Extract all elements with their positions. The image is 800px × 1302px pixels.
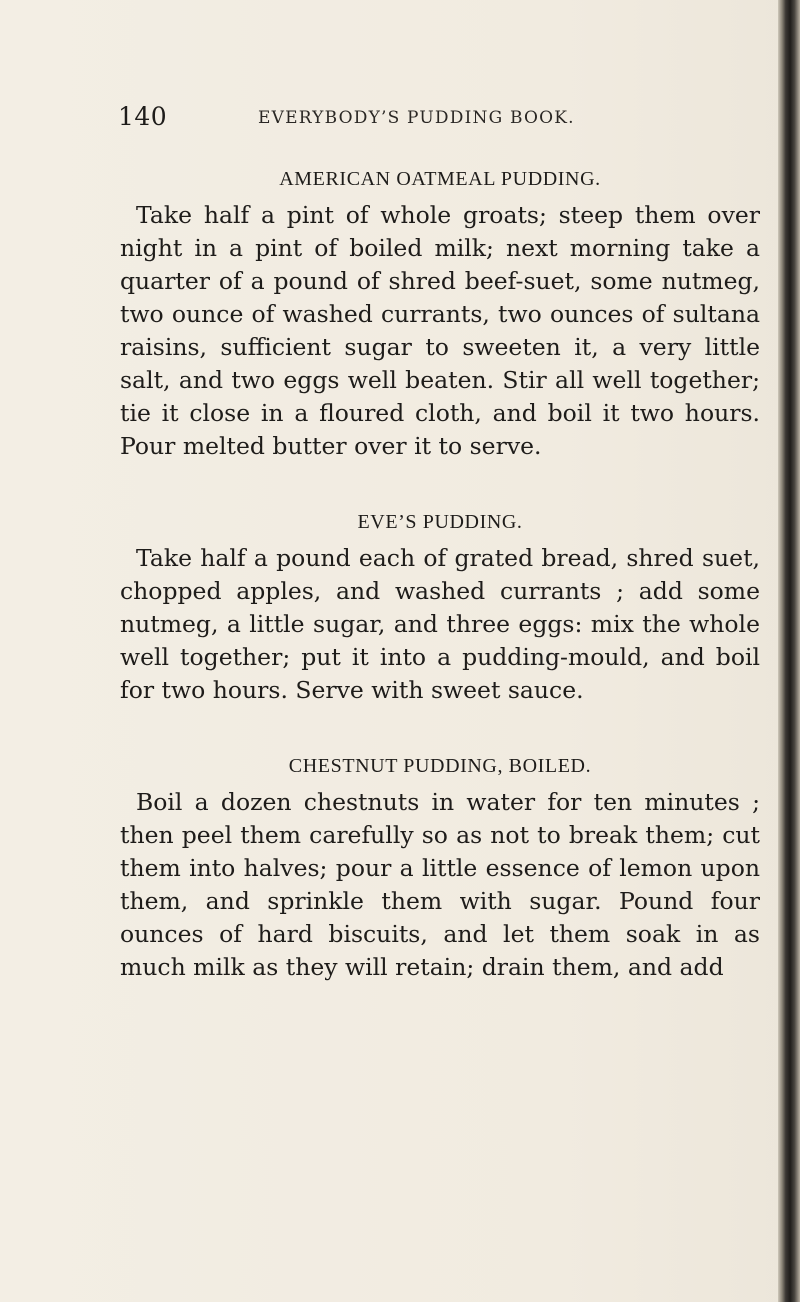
page-content (120, 168, 760, 984)
running-head: EVERYBODY’S PUDDING BOOK. (258, 108, 575, 128)
page-binding-edge (778, 0, 800, 1302)
recipe-title: CHESTNUT PUDDING, BOILED. (288, 755, 592, 777)
recipe-title: EVE’S PUDDING. (357, 511, 523, 533)
recipe-text: Take half a pound each of grated bread, shred suet, chopped apples, and washed currants ; add some nutmeg, a little sugar, and three eggs: mix the whole well together; put it into a pudding-mould, and boil for two hours. Serve with sweet sauce. (120, 544, 760, 704)
recipe-eves-pudding (120, 511, 760, 707)
recipe-title: AMERICAN OATMEAL PUDDING. (279, 168, 601, 190)
page-header (118, 102, 738, 138)
page-number: 140 (118, 102, 168, 131)
recipe-american-oatmeal-pudding (120, 168, 760, 463)
recipe-text: Boil a dozen chestnuts in water for ten minutes ; then peel them carefully so as not to break them; cut them into halves; pour a little essence of lemon upon them, and sprinkle them with sugar. Pound four ounces of hard biscuits, and let them soak in as much milk as they will retain; drain them, and add (120, 788, 760, 981)
recipe-text: Take half a pint of whole groats; steep them over night in a pint of boiled milk; next morning take a quarter of a pound of shred beef-suet, some nutmeg, two ounce of washed currants, two ounces of sultana raisins, sufficient sugar to sweeten it, a very little salt, and two eggs well beaten. Stir all well together; tie it close in a floured cloth, and boil it two hours. Pour melted butter over it to serve. (120, 201, 760, 460)
recipe-chestnut-pudding-boiled (120, 755, 760, 984)
